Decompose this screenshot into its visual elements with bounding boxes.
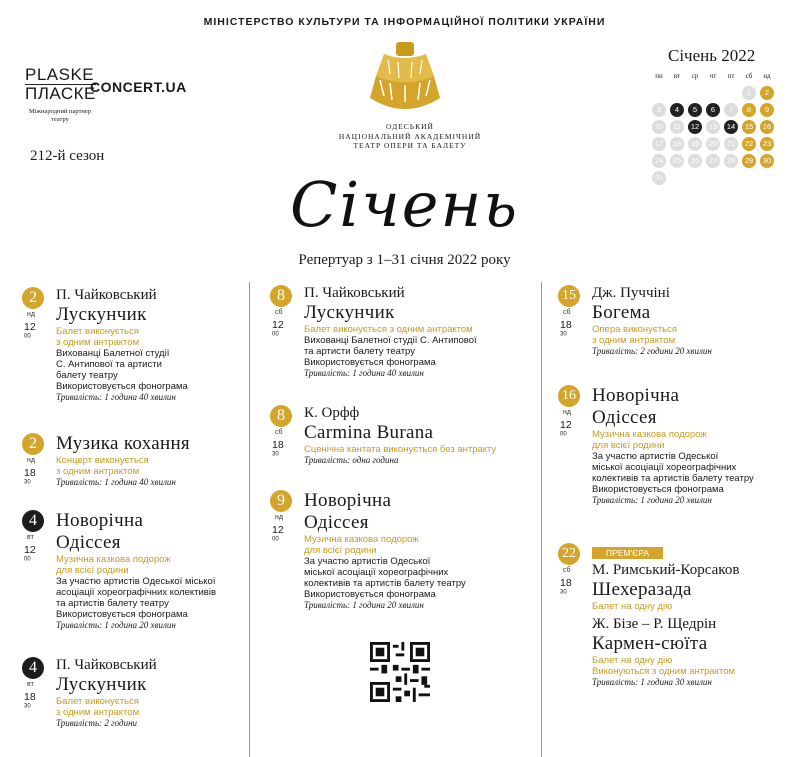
- calendar-day[interactable]: 7: [724, 103, 738, 117]
- event-date: 8: [270, 285, 292, 307]
- calendar-day[interactable]: 10: [652, 120, 666, 134]
- event-author: П. Чайковський: [56, 657, 157, 673]
- calendar-day[interactable]: 15: [742, 120, 756, 134]
- event-description: для всієї родини: [592, 440, 665, 451]
- calendar-day[interactable]: 24: [652, 154, 666, 168]
- event-duration: Тривалість: 1 година 40 хвилин: [304, 368, 424, 378]
- calendar-day[interactable]: 28: [724, 154, 738, 168]
- calendar-day[interactable]: 20: [706, 137, 720, 151]
- event-time: 12 $^{00}$: [272, 524, 284, 543]
- event-title: Одіссея: [304, 512, 369, 533]
- theatre-crown-icon: [360, 40, 450, 120]
- repertoire-subtitle: Репертуар з 1–31 січня 2022 року: [298, 252, 511, 268]
- event-note: балету театру: [56, 370, 118, 381]
- event-duration: Тривалість: 1 година 20 хвилин: [56, 620, 176, 630]
- calendar-day: [652, 86, 666, 100]
- calendar: [650, 72, 778, 185]
- event-time: 12 $^{00}$: [560, 419, 572, 438]
- event-note: та артистів балету театру: [56, 598, 169, 609]
- event-date: 16: [558, 385, 580, 407]
- event-note: та артисти балету театру: [304, 346, 415, 357]
- event-note: За участю артистів Одеської: [592, 451, 719, 462]
- event-description: Балет виконується: [56, 326, 139, 337]
- event-note: міської асоціації хореографічних: [304, 567, 449, 578]
- event-title: Новорічна: [304, 490, 392, 511]
- event-time: 18 $^{30}$: [272, 439, 284, 458]
- calendar-weekday: вт: [673, 72, 681, 80]
- event-weekday: нд: [27, 311, 35, 318]
- calendar-weekday: пн: [655, 72, 663, 80]
- calendar-weekday: чт: [709, 72, 717, 80]
- event-description: Музична казкова подорож: [56, 554, 171, 565]
- event-time: 18 $^{30}$: [560, 577, 572, 596]
- plaske-logo-bottom: ПЛАСКЕ: [25, 84, 96, 103]
- event-note: міської асоціації хореографічних: [592, 462, 737, 473]
- event-author: П. Чайковський: [304, 285, 405, 301]
- concert-logo: CONCERT.UA: [90, 79, 187, 95]
- event-weekday: вт: [27, 534, 34, 541]
- calendar-day: [688, 86, 702, 100]
- event-note: Використовується фонограма: [56, 609, 188, 620]
- event-title: Новорічна: [592, 385, 680, 406]
- event-duration: Тривалість: 2 години 20 хвилин: [592, 346, 712, 356]
- event-description: для всієї родини: [304, 545, 377, 556]
- event-duration: Тривалість: 2 години: [56, 718, 138, 728]
- event-weekday: вт: [27, 681, 34, 688]
- calendar-day[interactable]: 1: [742, 86, 756, 100]
- event-title: Кармен-сюїта: [592, 633, 708, 654]
- event-weekday: нд: [563, 409, 571, 416]
- event-title: Лускунчик: [56, 674, 147, 695]
- theatre-name-line: НАЦІОНАЛЬНИЙ АКАДЕМІЧНИЙ: [338, 131, 482, 141]
- calendar-weekday: нд: [763, 72, 771, 80]
- event-note: За участю артистів Одеської міської: [56, 576, 216, 587]
- calendar-weekday: сб: [745, 72, 753, 80]
- event-author: К. Орфф: [304, 405, 360, 421]
- event-duration: Тривалість: 1 година 20 хвилин: [592, 495, 712, 505]
- event-weekday: сб: [275, 429, 283, 436]
- event-time: 12 $^{00}$: [24, 321, 36, 340]
- event-author: Ж. Бізе – Р. Щедрін: [592, 616, 717, 632]
- event-description: з одним антрактом: [592, 335, 676, 346]
- calendar-day: [670, 86, 684, 100]
- event-title: Одіссея: [56, 532, 121, 553]
- event-weekday: нд: [275, 514, 283, 521]
- event-author: Дж. Пуччіні: [592, 285, 670, 301]
- event-time: 18 $^{30}$: [560, 319, 572, 338]
- event-description: Балет виконується з одним антрактом: [304, 324, 473, 335]
- event-title: Одіссея: [592, 407, 657, 428]
- event-weekday: сб: [563, 309, 571, 316]
- calendar-weekdays: [650, 72, 778, 80]
- event-title: Богема: [592, 302, 651, 323]
- event-description: з одним антрактом: [56, 707, 140, 718]
- calendar-day: [724, 86, 738, 100]
- event-description: з одним антрактом: [56, 337, 140, 348]
- theatre-name: [290, 122, 530, 151]
- calendar-day[interactable]: 3: [652, 103, 666, 117]
- calendar-title: Січень 2022: [668, 46, 756, 65]
- event-note: Вихованці Балетної студії: [56, 348, 170, 359]
- event-note: Використовується фонограма: [592, 484, 724, 495]
- calendar-day[interactable]: 4: [670, 103, 684, 117]
- calendar-day[interactable]: 23: [760, 137, 774, 151]
- plaske-logo-top: PLASKE: [25, 65, 95, 84]
- event-note: Вихованці Балетної студії С. Антипової: [304, 335, 477, 346]
- event-description: Музична казкова подорож: [304, 534, 419, 545]
- event-duration: Тривалість: 1 година 20 хвилин: [304, 600, 424, 610]
- event-date: 4: [22, 657, 44, 679]
- calendar-day[interactable]: 18: [670, 137, 684, 151]
- column-divider: [541, 282, 542, 757]
- calendar-days: [650, 86, 778, 185]
- ministry-header: МІНІСТЕРСТВО КУЛЬТУРИ ТА ІНФОРМАЦІЙНОЇ ПОЛІТИКИ УКРАЇНИ: [203, 16, 606, 28]
- event-description: Балет виконується: [56, 696, 139, 707]
- event-description: Концерт виконується: [56, 455, 149, 466]
- event-weekday: сб: [275, 309, 283, 316]
- event-title: Лускунчик: [304, 302, 395, 323]
- calendar-day[interactable]: 11: [670, 120, 684, 134]
- event-description: для всієї родини: [56, 565, 129, 576]
- calendar-day[interactable]: 6: [706, 103, 720, 117]
- event-description: Сценічна кантата виконується без антракту: [304, 444, 497, 455]
- event-note: колективів та артистів балету театру: [592, 473, 754, 484]
- calendar-day[interactable]: 27: [706, 154, 720, 168]
- calendar-day[interactable]: 26: [688, 154, 702, 168]
- calendar-day[interactable]: 2: [760, 86, 774, 100]
- calendar-day[interactable]: 25: [670, 154, 684, 168]
- event-duration: Тривалість: 1 година 40 хвилин: [56, 392, 176, 402]
- event-description: з одним антрактом: [56, 466, 140, 477]
- event-time: 18 $^{30}$: [24, 691, 36, 710]
- event-note: асоціації хореографічних колективів: [56, 587, 217, 598]
- calendar-day[interactable]: 19: [688, 137, 702, 151]
- plaske-logo: [25, 66, 96, 103]
- event-title: Carmina Burana: [304, 422, 434, 443]
- event-description: Балет на одну дію: [592, 655, 673, 666]
- qr-code-icon[interactable]: [370, 642, 430, 702]
- event-date: 22: [558, 543, 580, 565]
- calendar-day[interactable]: 12: [688, 120, 702, 134]
- event-date: 8: [270, 405, 292, 427]
- season-label: 212-й сезон: [30, 148, 105, 164]
- calendar-day[interactable]: 14: [724, 120, 738, 134]
- event-date: 15: [558, 285, 580, 307]
- event-weekday: нд: [27, 457, 35, 464]
- calendar-day[interactable]: 17: [652, 137, 666, 151]
- event-note: С. Антипової та артисти: [56, 359, 162, 370]
- calendar-day[interactable]: 31: [652, 171, 666, 185]
- event-note: За участю артистів Одеської: [304, 556, 431, 567]
- calendar-day[interactable]: 30: [760, 154, 774, 168]
- calendar-day[interactable]: 8: [742, 103, 756, 117]
- event-note: колективів та артистів балету театру: [304, 578, 466, 589]
- event-duration: Тривалість: 1 година 30 хвилин: [592, 677, 712, 687]
- event-note: Використовується фонограма: [304, 589, 436, 600]
- event-time: 12 $^{00}$: [272, 319, 284, 338]
- event-note: Використовується фонограма: [304, 357, 436, 368]
- column-divider: [249, 282, 250, 757]
- event-time: 18 $^{30}$: [24, 467, 36, 486]
- calendar-day[interactable]: 29: [742, 154, 756, 168]
- event-description: Виконуються з одним антрактом: [592, 666, 736, 677]
- event-time: 12 $^{00}$: [24, 544, 36, 563]
- calendar-day[interactable]: 16: [760, 120, 774, 134]
- calendar-day[interactable]: 13: [706, 120, 720, 134]
- calendar-day[interactable]: 21: [724, 137, 738, 151]
- premiere-badge: ПРЕМ'ЄРА: [592, 547, 663, 559]
- event-title: Лускунчик: [56, 304, 147, 325]
- event-date: 2: [22, 433, 44, 455]
- event-title: Шехеразада: [592, 579, 692, 600]
- event-duration: Тривалість: 1 година 40 хвилин: [56, 477, 176, 487]
- event-description: Опера виконується: [592, 324, 677, 335]
- theatre-name-line: ОДЕСЬКИЙ: [386, 122, 434, 131]
- event-duration: Тривалість: одна година: [304, 455, 399, 465]
- event-title: Музика кохання: [56, 433, 190, 454]
- partner-caption: Міжнародний партнер театру: [28, 108, 92, 123]
- event-title: Новорічна: [56, 510, 144, 531]
- theatre-name-line: ТЕАТР ОПЕРИ ТА БАЛЕТУ: [353, 141, 467, 150]
- calendar-weekday: пт: [727, 72, 735, 80]
- event-description: Музична казкова подорож: [592, 429, 707, 440]
- event-date: 2: [22, 287, 44, 309]
- calendar-day[interactable]: 5: [688, 103, 702, 117]
- event-author: М. Римський-Корсаков: [592, 562, 740, 578]
- calendar-weekday: ср: [691, 72, 699, 80]
- calendar-day: [706, 86, 720, 100]
- month-title: Січень: [289, 168, 520, 241]
- calendar-day[interactable]: 9: [760, 103, 774, 117]
- calendar-day[interactable]: 22: [742, 137, 756, 151]
- event-note: Використовується фонограма: [56, 381, 188, 392]
- event-weekday: сб: [563, 567, 571, 574]
- event-description: Балет на одну дію: [592, 601, 673, 612]
- event-date: 4: [22, 510, 44, 532]
- event-date: 9: [270, 490, 292, 512]
- event-author: П. Чайковський: [56, 287, 157, 303]
